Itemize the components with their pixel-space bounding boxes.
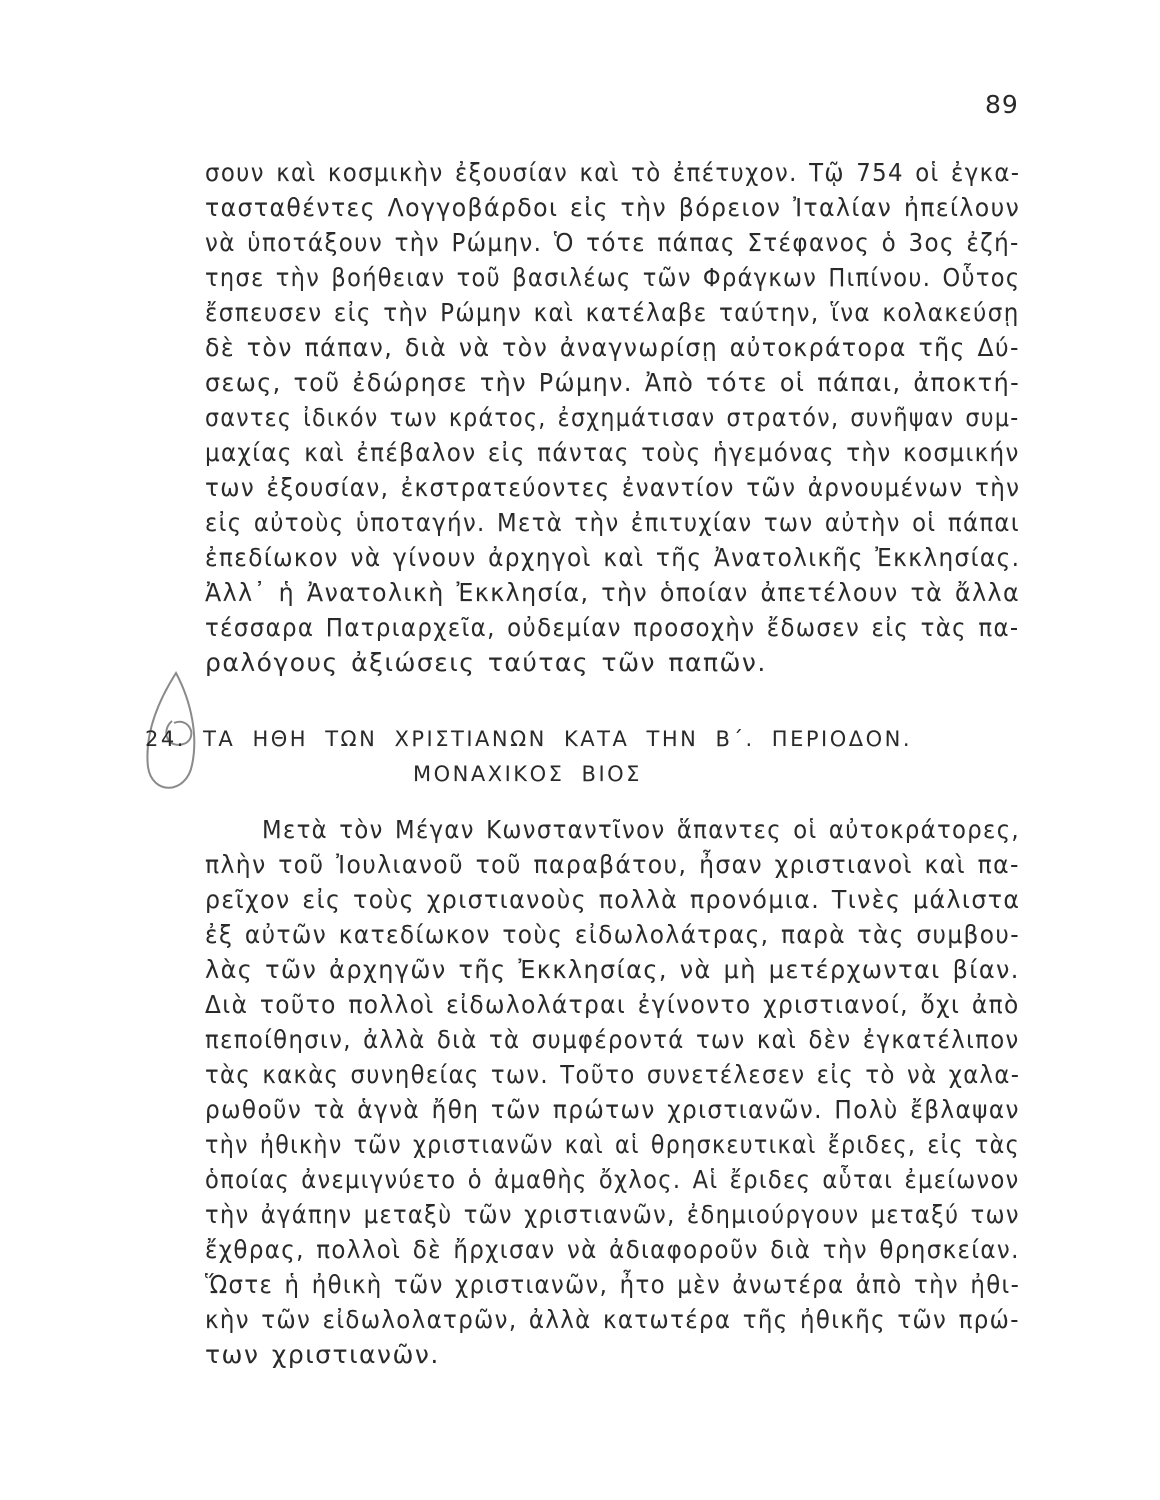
text-line: εἰς αὐτοὺς ὑποταγήν. Μετὰ τὴν ἐπιτυχίαν των αὐτὴν οἱ πάπαι xyxy=(205,508,1020,537)
text-line: ὁποίας ἀνεμιγνύετο ὁ ἀμαθὴς ὄχλος. Αἱ ἔριδες αὗται ἐμείωνον xyxy=(205,1165,1020,1194)
text-line: ἐπεδίωκον νὰ γίνουν ἀρχηγοὶ καὶ τῆς Ἀνατολικῆς Ἐκκλησίας. xyxy=(205,543,1021,572)
text-line: τασταθέντες Λογγοβάρδοι εἰς τὴν βόρειον Ἰταλίαν ἠπείλουν xyxy=(205,193,1021,222)
text-line: σαντες ἰδικόν των κράτος, ἐσχημάτισαν στρατόν, συνῆψαν συμ- xyxy=(205,403,1020,432)
text-line: ἔχθρας, πολλοὶ δὲ ἤρχισαν νὰ ἀδιαφοροῦν διὰ τὴν θρησκείαν. xyxy=(205,1235,1020,1264)
text-line: σεως, τοῦ ἐδώρησε τὴν Ρώμην. Ἀπὸ τότε οἱ πάπαι, ἀποκτή- xyxy=(205,368,1021,397)
text-line: νὰ ὑποτάξουν τὴν Ρώμην. Ὁ τότε πάπας Στέφανος ὁ 3ος ἐζή- xyxy=(205,228,1020,257)
text-line: ἐξ αὐτῶν κατεδίωκον τοὺς εἰδωλολάτρας, παρὰ τὰς συμβου- xyxy=(205,920,1021,949)
text-line: πλὴν τοῦ Ἰουλιανοῦ τοῦ παραβάτου, ἦσαν χριστιανοὶ καὶ πα- xyxy=(205,850,1020,879)
text-line: τὴν ἀγάπην μεταξὺ τῶν χριστιανῶν, ἐδημιούργουν μεταξύ των xyxy=(205,1200,1020,1229)
text-line: λὰς τῶν ἀρχηγῶν τῆς Ἐκκλησίας, νὰ μὴ μετέρχωνται βίαν. xyxy=(205,955,1020,984)
page-number: 89 xyxy=(985,90,1019,119)
text-line: μαχίας καὶ ἐπέβαλον εἰς πάντας τοὺς ἡγεμόνας τὴν κοσμικήν xyxy=(205,438,1020,467)
text-line: Ἀλλ᾽ ἡ Ἀνατολικὴ Ἐκκλησία, τὴν ὁποίαν ἀπετέλουν τὰ ἄλλα xyxy=(205,578,1021,607)
text-line: ρεῖχον εἰς τοὺς χριστιανοὺς πολλὰ προνόμια. Τινὲς μάλιστα xyxy=(205,885,1021,914)
text-line: τὰς κακὰς συνηθείας των. Τοῦτο συνετέλεσεν εἰς τὸ νὰ χαλα- xyxy=(205,1060,1021,1089)
section-heading-title: 24. ΤΑ ΗΘΗ ΤΩΝ ΧΡΙΣΤΙΑΝΩΝ ΚΑΤΑ ΤΗΝ Β΄. ΠΕΡΙΟΔΟΝ. xyxy=(145,727,913,751)
text-line: κὴν τῶν εἰδωλολατρῶν, ἀλλὰ κατωτέρα τῆς ἠθικῆς τῶν πρώ- xyxy=(205,1305,1020,1334)
section-heading-subtitle: ΜΟΝΑΧΙΚΟΣ ΒΙΟΣ xyxy=(413,762,642,786)
text-line: ρωθοῦν τὰ ἁγνὰ ἤθη τῶν πρώτων χριστιανῶν. Πολὺ ἔβλαψαν xyxy=(205,1095,1020,1124)
text-line: των χριστιανῶν. xyxy=(205,1340,440,1369)
text-line: Διὰ τοῦτο πολλοὶ εἰδωλολάτραι ἐγίνοντο χριστιανοί, ὄχι ἀπὸ xyxy=(205,990,1020,1019)
text-line: Ὥστε ἡ ἠθικὴ τῶν χριστιανῶν, ἦτο μὲν ἀνωτέρα ἀπὸ τὴν ἠθι- xyxy=(205,1270,1021,1299)
text-line: ἔσπευσεν εἰς τὴν Ρώμην καὶ κατέλαβε ταύτην, ἵνα κολακεύσῃ xyxy=(205,298,1020,327)
text-line: ραλόγους ἀξιώσεις ταύτας τῶν παπῶν. xyxy=(205,648,767,677)
text-line: των ἐξουσίαν, ἐκστρατεύοντες ἐναντίον τῶν ἀρνουμένων τὴν xyxy=(205,473,1021,502)
text-line: τέσσαρα Πατριαρχεῖα, οὐδεμίαν προσοχὴν ἔδωσεν εἰς τὰς πα- xyxy=(205,613,1020,642)
text-line: πεποίθησιν, ἀλλὰ διὰ τὰ συμφέροντά των καὶ δὲν ἐγκατέλιπον xyxy=(205,1025,1020,1054)
text-line: Μετὰ τὸν Μέγαν Κωνσταντῖνον ἅπαντες οἱ αὐτοκράτορες, xyxy=(262,815,1020,844)
text-line: δὲ τὸν πάπαν, διὰ νὰ τὸν ἀναγνωρίσῃ αὐτοκράτορα τῆς Δύ- xyxy=(205,333,1020,362)
text-line: τὴν ἠθικὴν τῶν χριστιανῶν καὶ αἱ θρησκευτικαὶ ἔριδες, εἰς τὰς xyxy=(205,1130,1020,1159)
text-line: σουν καὶ κοσμικὴν ἐξουσίαν καὶ τὸ ἐπέτυχον. Τῷ 754 οἱ ἐγκα- xyxy=(205,158,1021,187)
text-line: τησε τὴν βοήθειαν τοῦ βασιλέως τῶν Φράγκων Πιπίνου. Οὗτος xyxy=(205,263,1021,292)
